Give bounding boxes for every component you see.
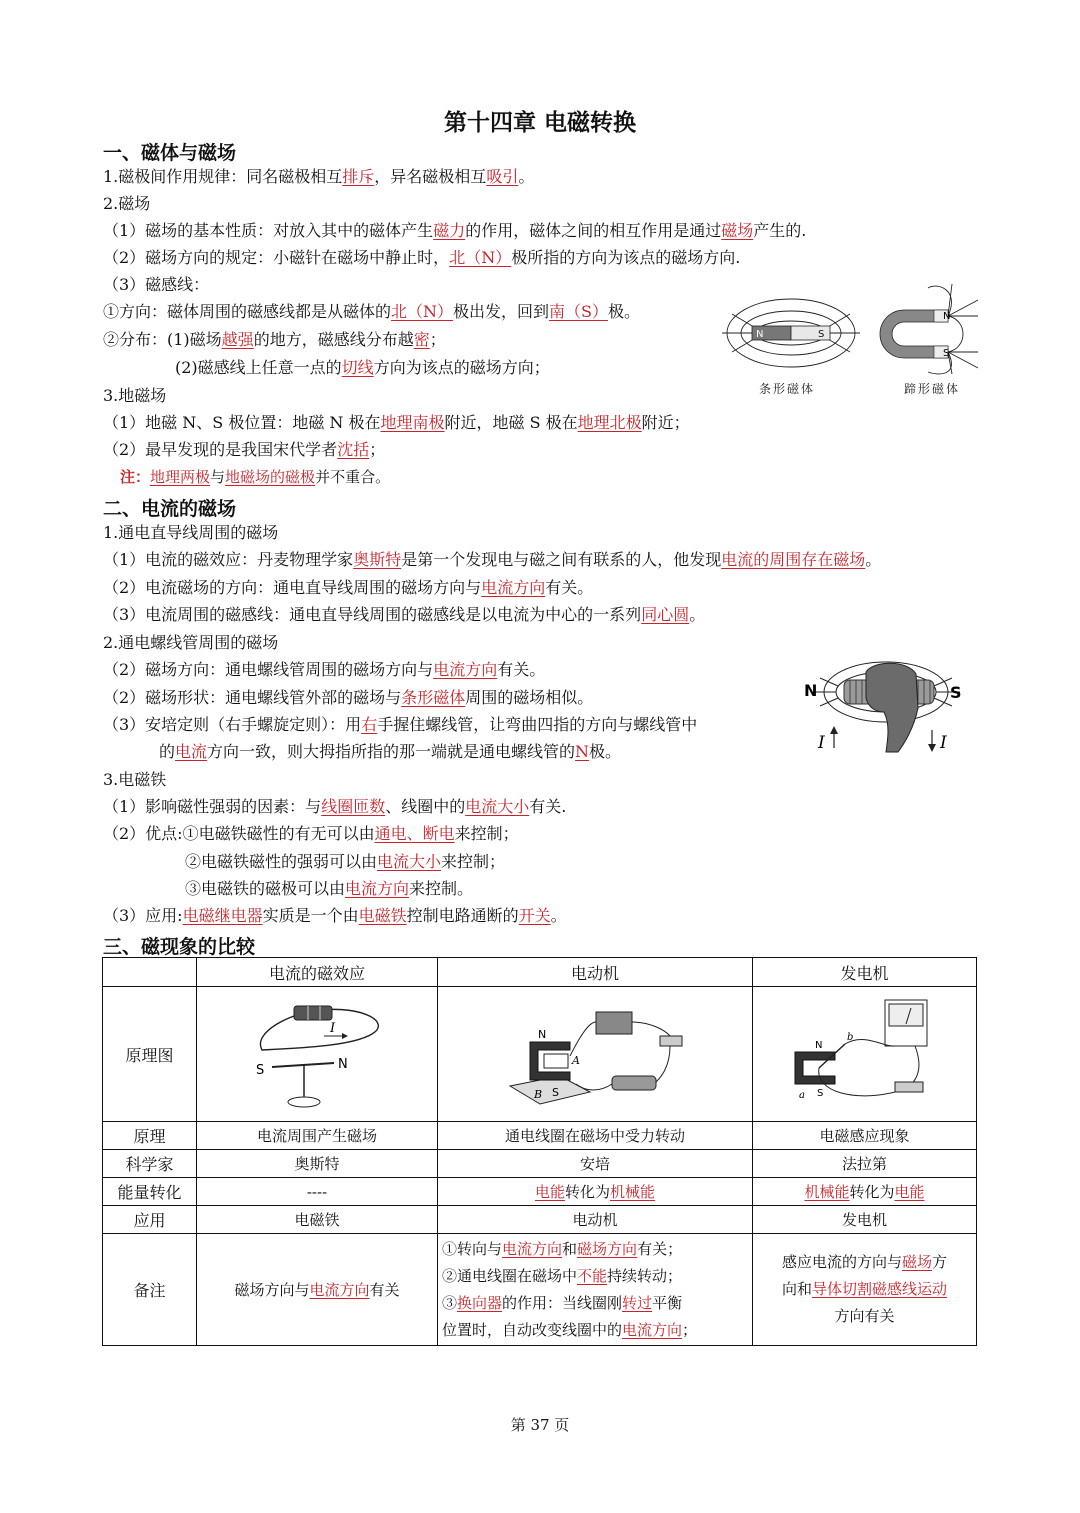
answer: 地磁场的磁极 [225, 468, 316, 486]
fig2-b: B [534, 1088, 543, 1101]
section-3-heading: 三、磁现象的比较 [103, 936, 256, 958]
sol-i-left: I [818, 733, 825, 753]
answer: 不能 [577, 1266, 608, 1285]
table-header-row [103, 958, 977, 987]
s1-line-7: ②分布：(1)磁场越强的地方，磁感线分布越密； [103, 330, 446, 349]
answer: 电磁继电器 [182, 906, 263, 925]
s2-line-9: 的电流方向一致，则大拇指所指的那一端就是通电螺线管的N极。 [159, 742, 622, 761]
header-col-2: 电动机 [438, 958, 753, 987]
comparison-table [102, 957, 977, 1346]
cell: 法拉第 [753, 1150, 977, 1178]
s2-line-3: （2）电流磁场的方向：通电直导线周围的磁场方向与电流方向有关。 [103, 578, 594, 597]
cell: 电磁感应现象 [753, 1122, 977, 1150]
answer: 开关 [518, 906, 551, 925]
bar-magnet-caption: 条形磁体 [759, 382, 816, 396]
s1-line-6: ①方向：磁体周围的磁感线都是从磁体的北（N）极出发，回到南（S）极。 [103, 302, 641, 321]
answer: 磁场方向 [577, 1239, 638, 1258]
table-row-application [103, 1206, 977, 1234]
s1-line-11: （2）最早发现的是我国宋代学者沈括； [103, 440, 386, 459]
s1-line-5: （3）磁感线： [103, 275, 210, 294]
answer: 北（N） [391, 302, 454, 321]
s2-line-4: （3）电流周围的磁感线：通电直导线周围的磁感线是以电流为中心的一系列同心圆。 [103, 605, 706, 624]
cell: 电流周围产生磁场 [197, 1122, 438, 1150]
answer: 导体切割磁感线运动 [812, 1280, 948, 1298]
row-label-application: 应用 [103, 1206, 197, 1234]
u-s-label: S [943, 348, 950, 359]
motor-diagram [490, 992, 700, 1112]
answer: 地理两极 [150, 468, 211, 486]
table-row-diagram [103, 987, 977, 1122]
section-2-heading: 二、电流的磁场 [103, 498, 237, 520]
s2-line-6: （2）磁场方向：通电螺线管周围的磁场方向与电流方向有关。 [103, 660, 546, 679]
cell: 发电机 [753, 1206, 977, 1234]
fig1-s: S [256, 1063, 265, 1078]
motor-diagram-cell [438, 987, 753, 1122]
answer: 电能 [894, 1183, 925, 1201]
s1-line-1: 1.磁极间作用规律：同名磁极相互排斥，异名磁极相互吸引。 [103, 167, 535, 186]
answer: 南（S） [549, 302, 609, 321]
s2-line-13: ②电磁铁磁性的强弱可以由电流大小来控制； [185, 852, 506, 871]
answer: 换向器 [457, 1293, 503, 1312]
s2-line-7: （2）磁场形状：通电螺线管外部的磁场与条形磁体周围的磁场相似。 [103, 688, 594, 707]
fig3-a: a [798, 1090, 805, 1101]
answer: 磁场 [721, 221, 754, 240]
answer: 地理南极 [380, 413, 445, 432]
cell: 奥斯特 [197, 1150, 438, 1178]
sol-i-right: I [940, 733, 947, 753]
answer: 地理北极 [577, 413, 642, 432]
answer: 电流方向 [345, 879, 410, 898]
answer: 电流方向 [309, 1281, 370, 1299]
s2-line-2: （1）电流的磁效应：丹麦物理学家奥斯特是第一个发现电与磁之间有联系的人，他发现电流的周围存在磁场。 [103, 550, 882, 569]
fig3-n: N [814, 1040, 822, 1051]
answer: 沈括 [337, 440, 370, 459]
answer: 转过 [622, 1293, 653, 1312]
answer: 越强 [221, 330, 254, 349]
fig1-n: N [338, 1057, 348, 1072]
chapter-title: 第十四章 电磁转换 [443, 110, 636, 136]
fig3-s: S [816, 1088, 823, 1099]
answer: 条形磁体 [401, 688, 466, 707]
answer: 电流方向 [622, 1320, 683, 1339]
answer: 电流方向 [481, 578, 546, 597]
table-row-scientist [103, 1150, 977, 1178]
bar-magnet-figure [722, 292, 860, 374]
s1-line-4: （2）磁场方向的规定：小磁针在磁场中静止时，北（N）极所指的方向为该点的磁场方向. [103, 248, 741, 267]
header-empty [103, 958, 197, 987]
sol-n-label: N [804, 681, 818, 700]
fig1-i: I [330, 1021, 336, 1036]
answer: 吸引 [486, 167, 519, 186]
row-label-remark: 备注 [103, 1234, 197, 1346]
s2-line-8: （3）安培定则（右手螺旋定则）：用右手握住螺线管，让弯曲四指的方向与螺线管中 [103, 715, 698, 734]
header-col-3: 发电机 [753, 958, 977, 987]
cell: 电磁铁 [197, 1206, 438, 1234]
cell: 磁场方向与电流方向有关 [197, 1234, 438, 1346]
cell: 电动机 [438, 1206, 753, 1234]
answer: 磁力 [433, 221, 466, 240]
fig2-s: S [552, 1086, 559, 1099]
answer: 电流方向 [433, 660, 498, 679]
answer: 电流大小 [377, 852, 442, 871]
answer: 线圈匝数 [321, 797, 386, 816]
cell: 通电线圈在磁场中受力转动 [438, 1122, 753, 1150]
oersted-diagram [242, 992, 392, 1112]
cell: 机械能转化为电能 [753, 1178, 977, 1206]
answer: 机械能 [804, 1183, 850, 1201]
answer: 磁场 [901, 1253, 932, 1271]
bar-n-label: N [756, 329, 764, 340]
answer: 电流大小 [465, 797, 530, 816]
page-number: 第 37 页 [510, 1416, 570, 1434]
table-row-energy [103, 1178, 977, 1206]
u-magnet-caption: 蹄形磁体 [904, 382, 961, 396]
row-label-principle: 原理 [103, 1122, 197, 1150]
answer: 密 [413, 330, 430, 349]
s2-line-11: （1）影响磁性强弱的因素：与线圈匝数、线圈中的电流大小有关. [103, 797, 567, 816]
answer: 电磁铁 [358, 906, 407, 925]
generator-diagram-cell [753, 987, 977, 1122]
answer: 奥斯特 [353, 550, 402, 569]
answer: 机械能 [610, 1183, 656, 1201]
s2-line-5: 2.通电螺线管周围的磁场 [103, 633, 279, 652]
s2-line-15: （3）应用:电磁继电器实质是一个由电磁铁控制电路通断的开关。 [103, 906, 567, 925]
table-row-remark [103, 1234, 977, 1346]
motor-remark-cell: ①转向与电流方向和磁场方向有关； ②通电线圈在磁场中不能持续转动； ③换向器的作用：当线圈刚转过平衡 位置时，自动改变线圈中的电流方向； [438, 1234, 753, 1346]
table-row-principle [103, 1122, 977, 1150]
s2-line-14: ③电磁铁的磁极可以由电流方向来控制。 [185, 879, 474, 898]
oersted-diagram-cell [197, 987, 438, 1122]
s1-line-2: 2.磁场 [103, 194, 151, 213]
s1-line-10: （1）地磁 N、S 极位置：地磁 N 极在地理南极附近，地磁 S 极在地理北极附近； [103, 413, 690, 432]
answer: 通电、断电 [374, 824, 455, 843]
u-n-label: N [943, 311, 951, 322]
sol-s-label: S [950, 683, 962, 702]
section-1-heading: 一、磁体与磁场 [103, 142, 237, 164]
u-magnet-figure [868, 280, 978, 376]
solenoid-figure [800, 648, 970, 758]
s1-line-9: 3.地磁场 [103, 386, 167, 405]
fig2-a: A [572, 1054, 580, 1067]
s2-line-1: 1.通电直导线周围的磁场 [103, 523, 279, 542]
header-col-1: 电流的磁效应 [197, 958, 438, 987]
answer: 电流的周围存在磁场 [721, 550, 866, 569]
bar-s-label: S [818, 329, 825, 340]
answer: 切线 [341, 358, 374, 377]
answer: 电能 [534, 1183, 565, 1201]
s1-line-8: (2)磁感线上任意一点的切线方向为该点的磁场方向； [175, 358, 550, 377]
cell: ---- [197, 1178, 438, 1206]
cell: 电能转化为机械能 [438, 1178, 753, 1206]
s2-line-12: （2）优点:①电磁铁磁性的有无可以由通电、断电来控制； [103, 824, 519, 843]
cell: 安培 [438, 1150, 753, 1178]
row-label-scientist: 科学家 [103, 1150, 197, 1178]
fig3-b: b [846, 1032, 853, 1043]
answer: 排斥 [342, 167, 375, 186]
row-label-energy: 能量转化 [103, 1178, 197, 1206]
s1-line-3: （1）磁场的基本性质：对放入其中的磁体产生磁力的作用，磁体之间的相互作用是通过磁场产生的. [103, 221, 807, 240]
answer: 电流方向 [502, 1239, 563, 1258]
generator-diagram [775, 992, 955, 1112]
answer: 电流 [175, 742, 208, 761]
fig2-n: N [538, 1028, 547, 1041]
row-label-diagram: 原理图 [103, 987, 197, 1122]
answer: 右 [361, 715, 378, 734]
generator-remark-cell: 感应电流的方向与磁场方 向和导体切割磁感线运动 方向有关 [753, 1234, 977, 1346]
s2-line-10: 3.电磁铁 [103, 770, 167, 789]
answer: 北（N） [449, 248, 512, 267]
answer: N [575, 742, 590, 761]
answer: 同心圆 [641, 605, 690, 624]
s1-note: 注：地理两极与地磁场的磁极并不重合。 [120, 468, 391, 486]
